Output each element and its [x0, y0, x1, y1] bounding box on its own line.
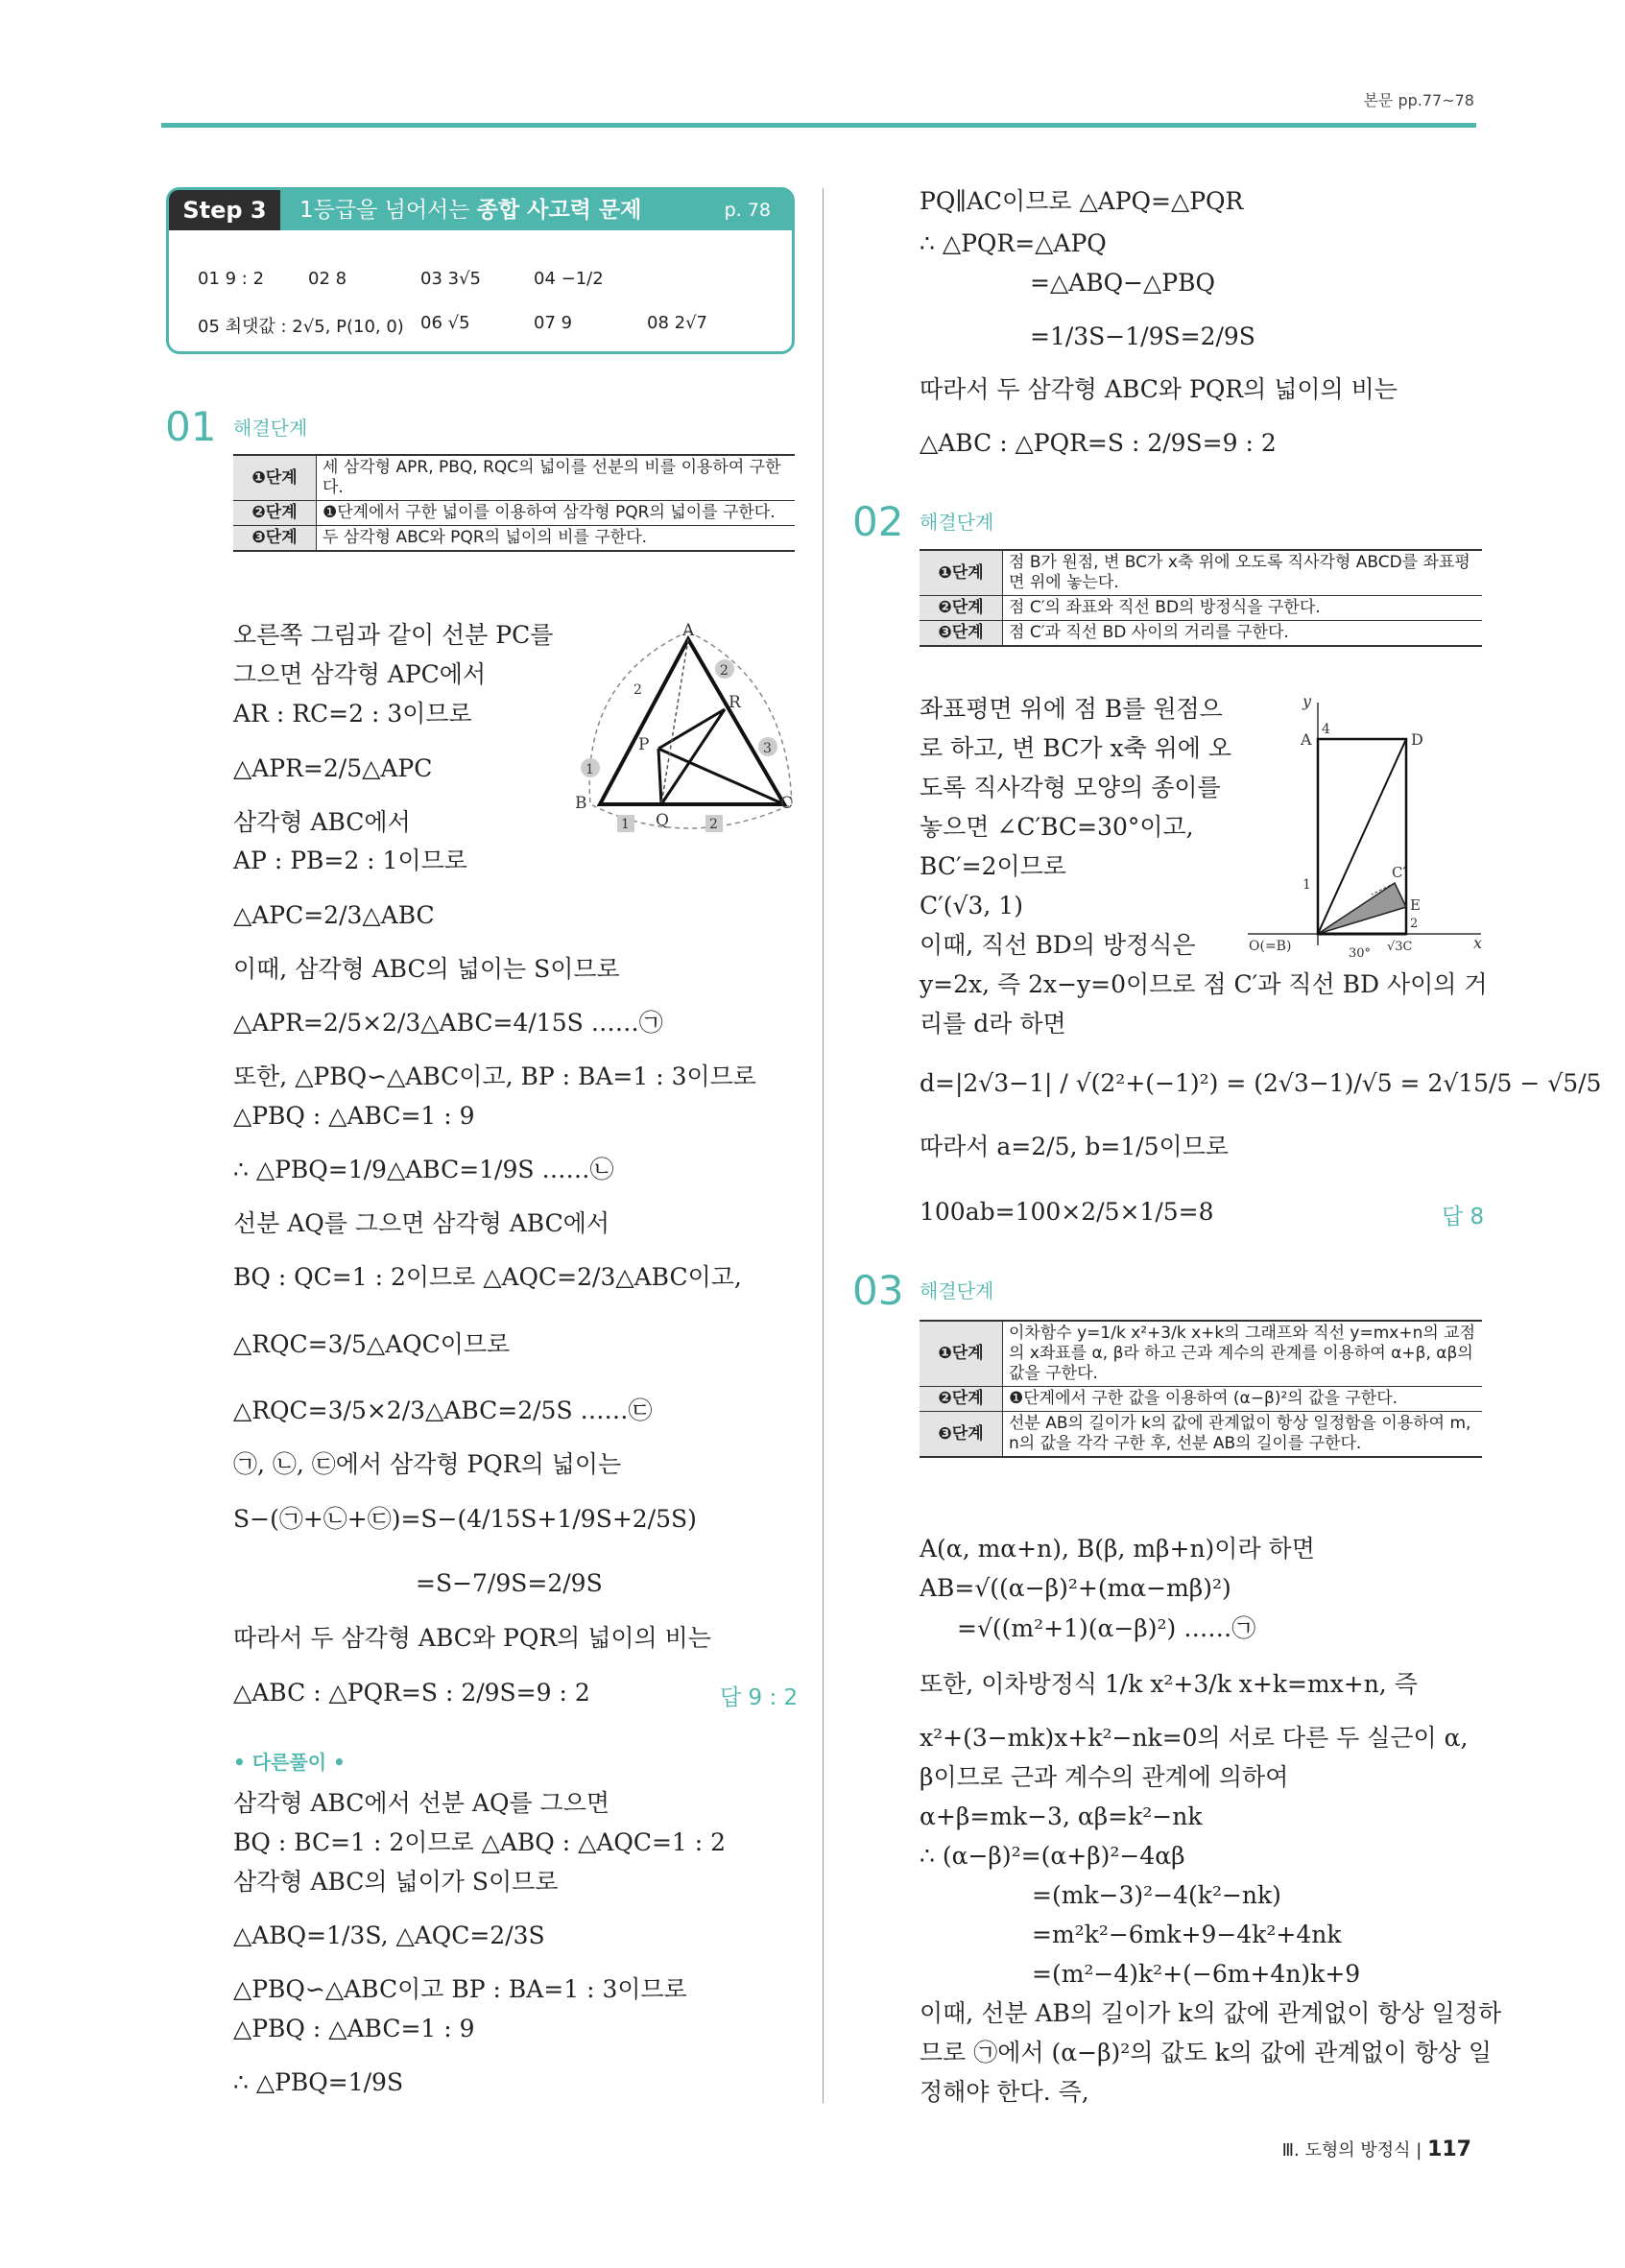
q02-line: C′(√3, 1)	[920, 892, 1023, 919]
q02-step3-label: ❸단계	[920, 621, 1003, 647]
q01-line: 또한, △PBQ∽△ABC이고, BP : BA=1 : 3이므로	[233, 1062, 756, 1090]
q03-step3-text: 선분 AB의 길이가 k의 값에 관계없이 항상 일정함을 이용하여 m, n의 값을 각각 구한 후, 선분 AB의 길이를 구한다.	[1003, 1412, 1483, 1458]
q01-line: △PBQ : △ABC=1 : 9	[233, 1102, 475, 1130]
q01-steps-table	[233, 454, 795, 552]
q01-step3-label: ❸단계	[233, 526, 317, 552]
q01-line: AP : PB=2 : 1이므로	[233, 847, 467, 874]
q01-line: 선분 AQ를 그으면 삼각형 ABC에서	[233, 1209, 610, 1237]
label-origin: O(=B)	[1249, 939, 1292, 954]
q01-line: =S−7/9S=2/9S	[416, 1569, 603, 1597]
q01-step1-text: 세 삼각형 APR, PBQ, RQC의 넓이를 선분의 비를 이용하여 구한다.	[317, 455, 796, 501]
column-divider	[823, 188, 824, 2103]
ratio-label: 2	[633, 682, 642, 698]
ratio-label: 2	[709, 817, 718, 832]
q01-triangle-figure	[571, 622, 801, 835]
q01-line: S−(㉠+㉡+㉢)=S−(4/15S+1/9S+2/5S)	[233, 1505, 697, 1533]
q02-line: 로 하고, 변 BC가 x축 위에 오	[920, 734, 1232, 762]
q01-line: △APR=2/5△APC	[233, 754, 433, 782]
question-number-01: 01	[165, 403, 217, 450]
q02-steps-table	[920, 549, 1482, 647]
q01-final-answer: 답 9 : 2	[720, 1685, 799, 1710]
q03-line: =m²k²−6mk+9−4k²+4nk	[1032, 1921, 1342, 1948]
q03-step-row	[920, 1321, 1482, 1387]
col2-line: ∴ △PQR=△APQ	[920, 229, 1107, 257]
q03-line: β이므로 근과 계수의 관계에 의하여	[920, 1763, 1289, 1791]
q03-line: 므로 ㉠에서 (α−β)²의 값도 k의 값에 관계없이 항상 일	[920, 2039, 1493, 2066]
triangle-abc	[600, 639, 784, 804]
q01-step-row	[233, 526, 795, 552]
q03-solution-heading: 해결단계	[920, 1279, 994, 1302]
q02-line: 놓으면 ∠C′BC=30°이고,	[920, 813, 1194, 841]
ratio-label: 1	[621, 817, 630, 832]
q03-step3-label: ❸단계	[920, 1412, 1003, 1458]
q01-line: △ABC : △PQR=S : 2/9S=9 : 2	[233, 1679, 590, 1707]
q01-step2-label: ❷단계	[233, 501, 317, 526]
col2-line: 따라서 두 삼각형 ABC와 PQR의 넓이의 비는	[920, 375, 1398, 403]
col2-line: =△ABQ−△PBQ	[1030, 269, 1215, 297]
segment-pc	[658, 749, 784, 804]
page-reference: 본문 pp.77~78	[1363, 91, 1474, 109]
q01-line: △APC=2/3△ABC	[233, 901, 435, 929]
label-a: A	[1301, 730, 1312, 749]
label-a: A	[682, 622, 695, 640]
q01-step3-text: 두 삼각형 ABC와 PQR의 넓이의 비를 구한다.	[317, 526, 796, 552]
folded-triangle	[1318, 883, 1406, 934]
label-q: Q	[656, 811, 669, 830]
q02-line: 도록 직사각형 모양의 종이를	[920, 774, 1221, 801]
q01-step-row	[233, 455, 795, 501]
q03-line: =√((m²+1)(α−β)²) ……㉠	[957, 1614, 1256, 1642]
q03-step-row	[920, 1387, 1482, 1412]
q01-line: ∴ △PBQ=1/9△ABC=1/9S ……㉡	[233, 1156, 614, 1183]
answer-01: 01 9 : 2	[198, 269, 265, 289]
q01-line: △RQC=3/5△AQC이므로	[233, 1330, 511, 1358]
q01-line: 삼각형 ABC에서	[233, 808, 411, 836]
q01-alt-solution-heading: • 다른풀이 •	[233, 1751, 346, 1774]
answer-07: 07 9	[534, 313, 573, 333]
q01-step1-label: ❶단계	[233, 455, 317, 501]
label-e: E	[1410, 896, 1421, 914]
q03-line: 또한, 이차방정식 1/k x²+3/k x+k=mx+n, 즉	[920, 1670, 1418, 1698]
step3-label: Step 3	[169, 190, 280, 230]
label-two: 2	[1410, 917, 1419, 931]
col2-line: PQ∥AC이므로 △APQ=△PQR	[920, 187, 1244, 215]
q01-alt-line: 삼각형 ABC의 넓이가 S이므로	[233, 1868, 559, 1896]
axis-label-x: x	[1473, 934, 1483, 952]
ratio-label: 2	[720, 663, 729, 679]
ratio-label: 1	[585, 762, 594, 777]
q01-solution-heading: 해결단계	[233, 417, 308, 440]
ratio-label: 3	[763, 741, 772, 756]
q02-step1-text: 점 B가 원점, 변 BC가 x축 위에 오도록 직사각형 ABCD를 좌표평면 위에 놓는다.	[1003, 550, 1483, 596]
q02-step2-text: 점 C′의 좌표와 직선 BD의 방정식을 구한다.	[1003, 596, 1483, 621]
page-number: 117	[1427, 2137, 1471, 2161]
q03-line: ∴ (α−β)²=(α+β)²−4αβ	[920, 1842, 1185, 1870]
step3-answer-box	[166, 187, 795, 354]
q01-line: △RQC=3/5×2/3△ABC=2/5S ……㉢	[233, 1397, 653, 1424]
q03-line: 이때, 선분 AB의 길이가 k의 값에 관계없이 항상 일정하	[920, 1999, 1502, 2027]
label-one: 1	[1302, 877, 1311, 893]
label-d: D	[1411, 730, 1423, 749]
q03-step-row	[920, 1412, 1482, 1458]
q02-final-answer: 답 8	[1442, 1205, 1485, 1229]
q01-alt-line: △PBQ : △ABC=1 : 9	[233, 2015, 475, 2042]
label-c-prime: C′	[1392, 864, 1406, 881]
label-root3-c: √3C	[1387, 940, 1413, 954]
q03-line: x²+(3−mk)x+k²−nk=0의 서로 다른 두 실근이 α,	[920, 1724, 1469, 1752]
step3-title-bold: 종합 사고력 문제	[476, 198, 642, 223]
q03-line: AB=√((α−β)²+(mα−mβ)²)	[920, 1574, 1231, 1602]
segment-pq	[658, 749, 661, 804]
question-number-02: 02	[852, 498, 904, 545]
q02-step-row	[920, 596, 1482, 621]
q01-line: △APR=2/5×2/3△ABC=4/15S ……㉠	[233, 1009, 663, 1037]
answer-05: 05 최댓값 : 2√5, P(10, 0)	[198, 317, 404, 337]
segment-rq	[661, 709, 725, 804]
label-r: R	[729, 693, 741, 712]
label-c: C	[780, 794, 794, 813]
step3-title	[299, 190, 641, 230]
q01-step2-text: ❶단계에서 구한 넓이를 이용하여 삼각형 PQR의 넓이를 구한다.	[317, 501, 796, 526]
q02-solution-heading: 해결단계	[920, 511, 994, 534]
axis-label-y: y	[1302, 692, 1312, 710]
segment-pr	[658, 709, 725, 749]
answer-08: 08 2√7	[647, 313, 707, 333]
q03-line: α+β=mk−3, αβ=k²−nk	[920, 1802, 1203, 1830]
q03-line: 정해야 한다. 즉,	[920, 2078, 1089, 2106]
col2-line: =1/3S−1/9S=2/9S	[1030, 322, 1255, 350]
question-number-03: 03	[852, 1267, 904, 1314]
col2-line: △ABC : △PQR=S : 2/9S=9 : 2	[920, 429, 1277, 457]
q02-line: d=|2√3−1| / √(2²+(−1)²) = (2√3−1)/√5 = 2√15/5 − √5/5	[920, 1069, 1602, 1097]
answer-02: 02 8	[308, 269, 347, 289]
answer-04: 04 −1/2	[534, 269, 604, 289]
q03-step1-text: 이차함수 y=1/k x²+3/k x+k의 그래프와 직선 y=mx+n의 교점의 x좌표를 α, β라 하고 근과 계수의 관계를 이용하여 α+β, αβ의 값을 구한다.	[1003, 1321, 1483, 1387]
q03-line: A(α, mα+n), B(β, mβ+n)이라 하면	[920, 1535, 1315, 1563]
q03-line: =(m²−4)k²+(−6m+4n)k+9	[1032, 1960, 1361, 1988]
q02-line: 리를 d라 하면	[920, 1010, 1066, 1038]
q01-line: 오른쪽 그림과 같이 선분 PC를	[233, 621, 554, 649]
q02-step3-text: 점 C′과 직선 BD 사이의 거리를 구한다.	[1003, 621, 1483, 647]
footer-chapter: Ⅲ. 도형의 방정식 |	[1281, 2140, 1428, 2161]
step3-title-prefix: 1등급을 넘어서는	[299, 198, 477, 223]
answer-06: 06 √5	[420, 313, 470, 333]
q02-step-row	[920, 550, 1482, 596]
answer-03: 03 3√5	[420, 269, 481, 289]
q01-line: AR : RC=2 : 3이므로	[233, 700, 472, 728]
q02-step2-label: ❷단계	[920, 596, 1003, 621]
q02-step-row	[920, 621, 1482, 647]
q03-step2-text: ❶단계에서 구한 값을 이용하여 (α−β)²의 값을 구한다.	[1003, 1387, 1483, 1412]
q03-line: =(mk−3)²−4(k²−nk)	[1032, 1881, 1281, 1909]
q03-step2-label: ❷단계	[920, 1387, 1003, 1412]
label-p: P	[638, 735, 650, 754]
page-footer	[1282, 2137, 1471, 2161]
q03-steps-table	[920, 1320, 1482, 1458]
q02-line: 이때, 직선 BD의 방정식은	[920, 931, 1196, 959]
label-b: B	[575, 794, 587, 813]
q01-line: 그으면 삼각형 APC에서	[233, 660, 487, 688]
q02-line: 따라서 a=2/5, b=1/5이므로	[920, 1133, 1230, 1160]
q01-step-row	[233, 501, 795, 526]
q02-step1-label: ❶단계	[920, 550, 1003, 596]
step3-page-ref: p. 78	[724, 200, 771, 221]
q02-line: 100ab=100×2/5×1/5=8	[920, 1198, 1214, 1226]
label-four: 4	[1322, 722, 1330, 737]
q02-line: 좌표평면 위에 점 B를 원점으	[920, 695, 1223, 723]
label-angle: 30°	[1349, 946, 1372, 961]
q01-alt-line: △PBQ∽△ABC이고 BP : BA=1 : 3이므로	[233, 1975, 687, 2003]
q02-line: y=2x, 즉 2x−y=0이므로 점 C′과 직선 BD 사이의 거	[920, 970, 1488, 998]
q01-line: ㉠, ㉡, ㉢에서 삼각형 PQR의 넓이는	[233, 1450, 622, 1478]
q03-step1-label: ❶단계	[920, 1321, 1003, 1387]
q01-alt-line: △ABQ=1/3S, △AQC=2/3S	[233, 1922, 545, 1949]
q01-alt-line: 삼각형 ABC에서 선분 AQ를 그으면	[233, 1789, 610, 1817]
q01-line: 이때, 삼각형 ABC의 넓이는 S이므로	[233, 955, 620, 983]
top-accent-bar	[161, 123, 1476, 128]
q02-coordinate-figure	[1243, 691, 1488, 965]
q02-line: BC′=2이므로	[920, 852, 1066, 880]
q01-line: 따라서 두 삼각형 ABC와 PQR의 넓이의 비는	[233, 1624, 711, 1652]
q01-alt-line: ∴ △PBQ=1/9S	[233, 2068, 404, 2096]
step3-header	[169, 190, 792, 230]
q01-alt-line: BQ : BC=1 : 2이므로 △ABQ : △AQC=1 : 2	[233, 1828, 727, 1856]
q01-line: BQ : QC=1 : 2이므로 △AQC=2/3△ABC이고,	[233, 1263, 742, 1291]
